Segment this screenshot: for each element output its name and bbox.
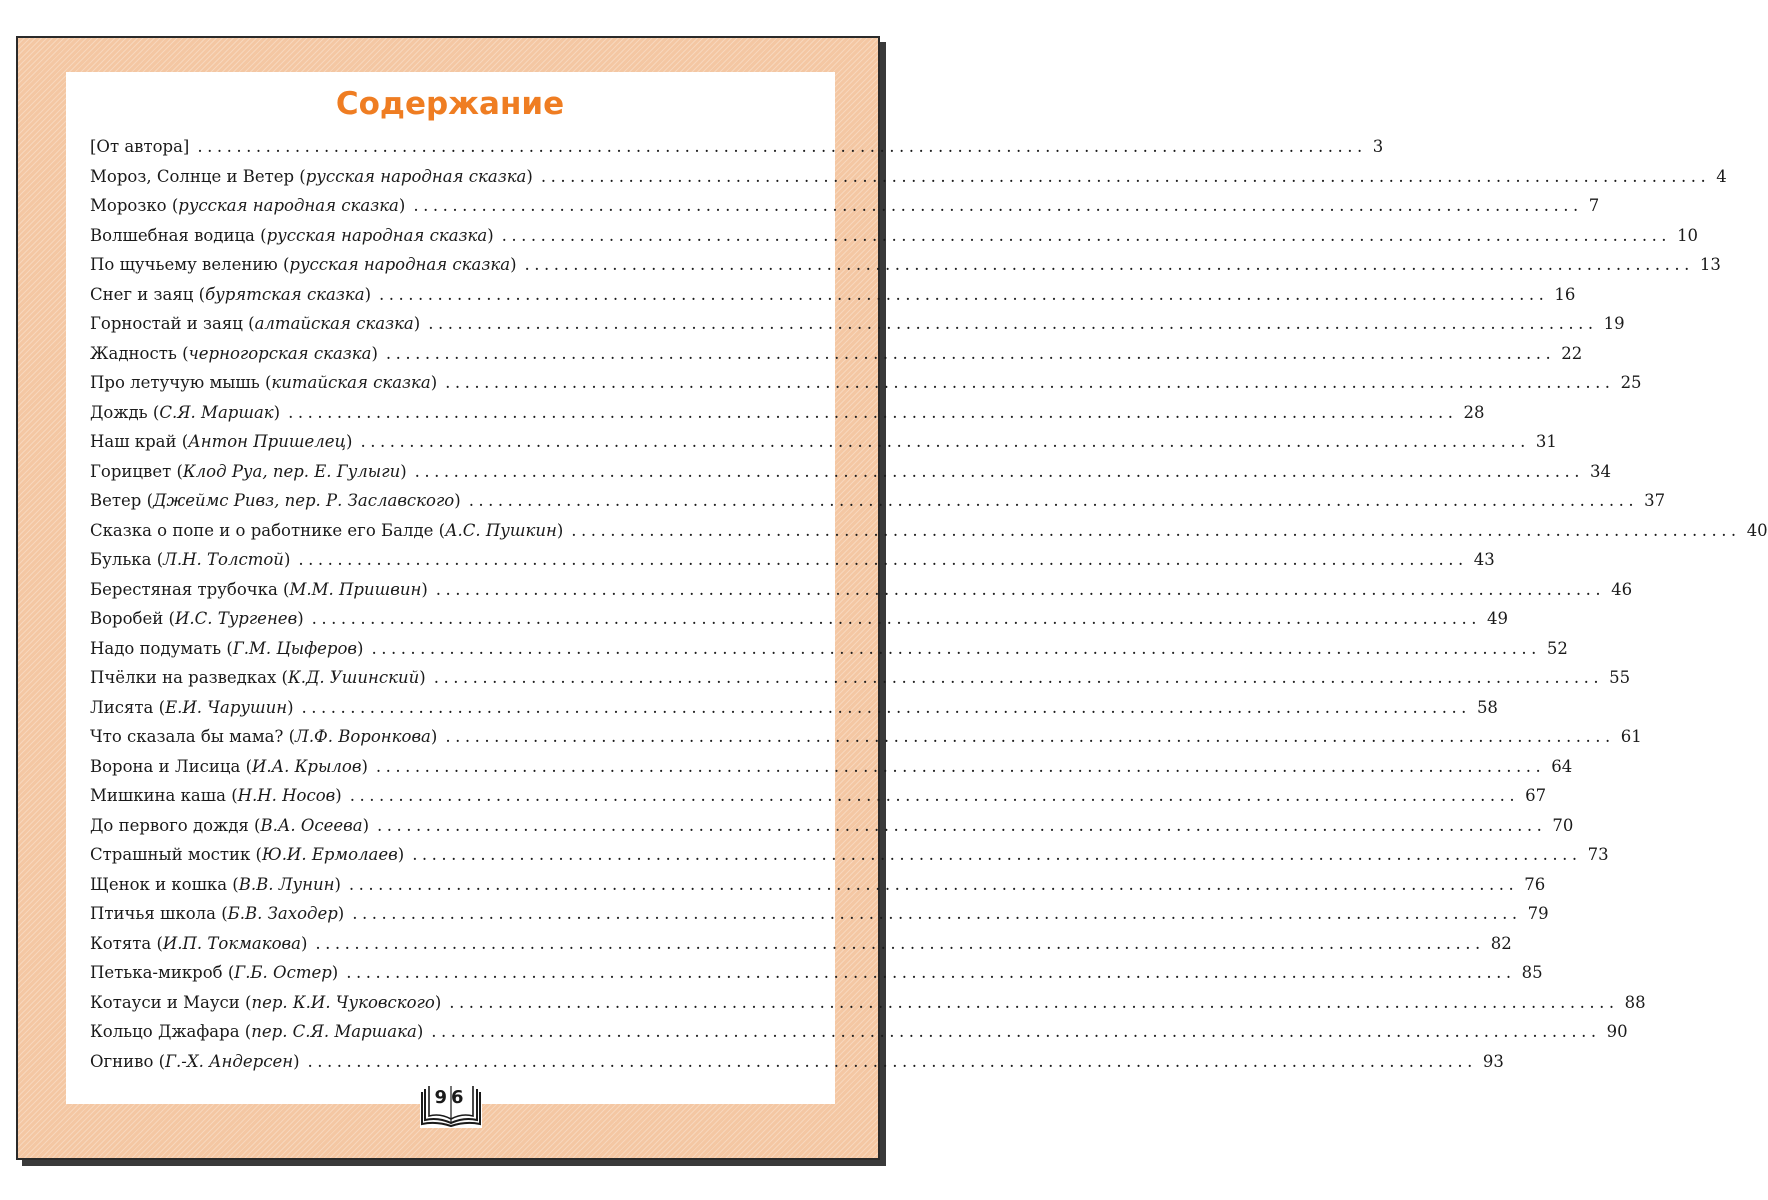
toc-entry xyxy=(90,1017,1628,1047)
toc-entry xyxy=(90,221,1699,251)
toc-entry xyxy=(90,840,1609,870)
toc-entry xyxy=(90,280,1576,310)
toc-leader-dots: ........................................................................................................................ xyxy=(571,520,1741,540)
toc-entry-title: Страшный мостик xyxy=(90,845,251,864)
toc-entry-title: Волшебная водица xyxy=(90,225,255,245)
toc-entry xyxy=(90,545,1495,575)
toc-entry-author: пер. С.Я. Маршака xyxy=(251,1022,417,1041)
toc-entry xyxy=(90,191,1600,221)
toc-entry-text: Берестяная трубочка (М.М. Пришвин) xyxy=(90,579,428,599)
toc-leader-dots: ........................................................................................................................ xyxy=(413,196,1583,215)
toc-page-number: 67 xyxy=(1525,786,1547,805)
toc-leader-dots: ........................................................................................................................ xyxy=(449,992,1619,1012)
toc-entry-author: Ю.И. Ермолаев xyxy=(262,845,398,864)
toc-page-number: 88 xyxy=(1624,992,1646,1012)
toc-entry xyxy=(90,398,1485,428)
toc-page-number: 28 xyxy=(1463,402,1485,422)
toc-entry-title: Булька xyxy=(90,550,152,569)
toc-entry-title: Мишкина каша xyxy=(90,786,226,805)
toc-leader-dots: ........................................................................................................................ xyxy=(385,343,1556,363)
toc-list xyxy=(90,132,1768,1076)
toc-page-number: 40 xyxy=(1746,520,1768,540)
toc-page-number: 25 xyxy=(1620,373,1642,392)
toc-entry xyxy=(90,516,1768,546)
page-number: 96 xyxy=(434,1087,468,1108)
toc-entry xyxy=(90,309,1625,339)
toc-leader-dots: ........................................................................................................................ xyxy=(315,933,1485,953)
toc-entry-text: Петька-микроб (Г.Б. Остер) xyxy=(90,963,339,982)
toc-entry-title: Горицвет xyxy=(90,461,172,481)
toc-entry-author: Е.И. Чарушин xyxy=(165,697,288,717)
toc-entry-title: Кольцо Джафара xyxy=(90,1022,240,1041)
toc-entry-text: Котята (И.П. Токмакова) xyxy=(90,933,308,953)
toc-entry-author: русская народная сказка xyxy=(266,225,488,245)
toc-leader-dots: ........................................................................................................................ xyxy=(445,727,1615,746)
toc-entry-title: Снег и заяц xyxy=(90,284,194,304)
toc-page-number: 73 xyxy=(1587,845,1609,864)
toc-entry-text: Про летучую мышь (китайская сказка) xyxy=(90,373,438,392)
toc-entry-title: До первого дождя xyxy=(90,815,249,835)
toc-entry-text: По щучьему велению (русская народная сказка) xyxy=(90,255,517,274)
toc-entry-text: Пчёлки на разведках (К.Д. Ушинский) xyxy=(90,668,426,687)
toc-page-number: 55 xyxy=(1609,668,1631,687)
toc-leader-dots: ........................................................................................................................ xyxy=(311,609,1482,628)
toc-entry-text: Ветер (Джеймс Ривз, пер. Р. Заславского) xyxy=(90,491,461,510)
toc-entry-title: Горностай и заяц xyxy=(90,314,243,333)
toc-page-number: 34 xyxy=(1590,461,1612,481)
toc-entry xyxy=(90,132,1384,162)
toc-page-number: 3 xyxy=(1372,137,1384,156)
toc-entry-text: Жадность (черногорская сказка) xyxy=(90,343,378,363)
toc-entry-author: Клод Руа, пер. Е. Гулыги xyxy=(182,461,401,481)
toc-page-number: 10 xyxy=(1677,225,1699,245)
toc-entry-author: К.Д. Ушинский xyxy=(287,668,420,687)
toc-entry xyxy=(90,1047,1504,1077)
toc-leader-dots: ........................................................................................................................ xyxy=(431,1022,1601,1041)
toc-page-number: 43 xyxy=(1473,550,1495,569)
toc-leader-dots: ........................................................................................................................ xyxy=(352,904,1522,923)
toc-page-number: 22 xyxy=(1561,343,1583,363)
toc-entry-author: Антон Пришелец xyxy=(188,432,347,451)
toc-leader-dots: ........................................................................................................................ xyxy=(412,845,1582,864)
toc-page-number: 82 xyxy=(1490,933,1512,953)
toc-entry xyxy=(90,781,1547,811)
toc-entry-text: Горицвет (Клод Руа, пер. Е. Гулыги) xyxy=(90,461,407,481)
toc-page-number: 64 xyxy=(1551,756,1573,776)
toc-entry-title: Дождь xyxy=(90,402,148,422)
toc-leader-dots: ........................................................................................................................ xyxy=(307,1051,1477,1071)
toc-entry-author: Б.В. Заходер xyxy=(227,904,338,923)
toc-entry-text: Снег и заяц (бурятская сказка) xyxy=(90,284,371,304)
toc-entry xyxy=(90,486,1666,516)
toc-entry xyxy=(90,663,1631,693)
toc-entry-title: Сказка о попе и о работнике его Балде xyxy=(90,520,434,540)
toc-leader-dots: ........................................................................................................................ xyxy=(301,697,1471,717)
toc-entry-title: Пчёлки на разведках xyxy=(90,668,277,687)
toc-page-number: 93 xyxy=(1482,1051,1504,1071)
toc-entry xyxy=(90,693,1498,723)
toc-page-number: 31 xyxy=(1535,432,1557,451)
toc-entry-author: В.В. Лунин xyxy=(238,874,335,894)
toc-entry-author: китайская сказка xyxy=(271,373,431,392)
toc-entry-text: До первого дождя (В.А. Осеева) xyxy=(90,815,370,835)
toc-entry xyxy=(90,575,1633,605)
toc-leader-dots: ........................................................................................................................ xyxy=(349,786,1520,805)
toc-entry xyxy=(90,899,1549,929)
toc-page-number: 58 xyxy=(1476,697,1498,717)
toc-entry-title: Про летучую мышь xyxy=(90,373,260,392)
toc-entry-author: бурятская сказка xyxy=(205,284,365,304)
toc-entry xyxy=(90,958,1543,988)
toc-entry-title: Котята xyxy=(90,933,152,953)
toc-entry xyxy=(90,339,1583,369)
toc-entry-text: Сказка о попе и о работнике его Балде (А.С. Пушкин) xyxy=(90,520,564,540)
toc-entry-title: Что сказала бы мама? xyxy=(90,727,284,746)
toc-entry xyxy=(90,427,1557,457)
toc-entry-text: Лисята (Е.И. Чарушин) xyxy=(90,697,294,717)
toc-entry xyxy=(90,250,1721,280)
page-title: Содержание xyxy=(335,86,565,122)
toc-entry-text xyxy=(90,132,189,162)
toc-entry-title: Наш край xyxy=(90,432,177,451)
toc-entry xyxy=(90,929,1512,959)
toc-entry-title: Котауси и Мауси xyxy=(90,992,240,1012)
toc-entry-title: Жадность xyxy=(90,343,177,363)
toc-entry-text: Булька (Л.Н. Толстой) xyxy=(90,550,291,569)
toc-entry-author: алтайская сказка xyxy=(254,314,414,333)
toc-entry-author: И.С. Тургенев xyxy=(174,609,298,628)
toc-entry-author: В.А. Осеева xyxy=(260,815,363,835)
toc-entry-author: А.С. Пушкин xyxy=(445,520,557,540)
toc-entry-author: И.П. Токмакова xyxy=(162,933,301,953)
toc-entry-author: пер. К.И. Чуковского xyxy=(251,992,435,1012)
toc-entry-author: Н.Н. Носов xyxy=(237,786,336,805)
toc-entry-text: Волшебная водица (русская народная сказка) xyxy=(90,225,494,245)
toc-entry-title: Мороз, Солнце и Ветер xyxy=(90,166,295,186)
toc-entry-author: русская народная сказка xyxy=(289,255,511,274)
toc-leader-dots: ........................................................................................................................ xyxy=(445,373,1615,392)
toc-entry-text: Щенок и кошка (В.В. Лунин) xyxy=(90,874,341,894)
toc-entry-title: Петька-микроб xyxy=(90,963,223,982)
toc-entry xyxy=(90,870,1546,900)
toc-entry-author: Г.Б. Остер xyxy=(234,963,332,982)
toc-leader-dots: ........................................................................................................................ xyxy=(414,461,1585,481)
toc-page-number: 85 xyxy=(1521,963,1543,982)
toc-entry-author: Г.М. Цыферов xyxy=(232,638,358,658)
toc-leader-dots: ........................................................................................................................ xyxy=(428,314,1598,333)
toc-entry-author: черногорская сказка xyxy=(188,343,372,363)
toc-entry xyxy=(90,457,1612,487)
toc-leader-dots: ........................................................................................................................ xyxy=(435,579,1606,599)
toc-entry xyxy=(90,752,1573,782)
toc-entry-text: Надо подумать (Г.М. Цыферов) xyxy=(90,638,364,658)
toc-page-number: 13 xyxy=(1699,255,1721,274)
toc-entry-text: Огниво (Г.-Х. Андерсен) xyxy=(90,1051,300,1071)
toc-entry-text: Страшный мостик (Ю.И. Ермолаев) xyxy=(90,845,405,864)
toc-leader-dots: ........................................................................................................................ xyxy=(540,166,1711,186)
toc-entry-author: С.Я. Маршак xyxy=(159,402,274,422)
toc-entry-title: Огниво xyxy=(90,1051,154,1071)
toc-entry-text: Мороз, Солнце и Ветер (русская народная сказка) xyxy=(90,166,533,186)
toc-leader-dots: ........................................................................................................................ xyxy=(379,284,1549,304)
toc-entry xyxy=(90,162,1727,192)
toc-entry-title: Птичья школа xyxy=(90,904,216,923)
toc-entry-text: Наш край (Антон Пришелец) xyxy=(90,432,353,451)
toc-entry xyxy=(90,604,1509,634)
toc-entry-author: Джеймс Ривз, пер. Р. Заславского xyxy=(153,491,455,510)
toc-entry-text: Котауси и Мауси (пер. К.И. Чуковского) xyxy=(90,992,442,1012)
toc-entry-title: Морозко xyxy=(90,196,167,215)
toc-entry-author: Л.Н. Толстой xyxy=(163,550,284,569)
toc-entry xyxy=(90,811,1574,841)
toc-page-number: 16 xyxy=(1554,284,1576,304)
toc-leader-dots: ........................................................................................................................ xyxy=(433,668,1604,687)
toc-entry-author: русская народная сказка xyxy=(305,166,527,186)
toc-leader-dots: ........................................................................................................................ xyxy=(197,137,1367,156)
page-number-badge xyxy=(420,1080,482,1128)
toc-page-number: 46 xyxy=(1611,579,1633,599)
toc-entry-text: Мишкина каша (Н.Н. Носов) xyxy=(90,786,342,805)
toc-entry-author: Г.-Х. Андерсен xyxy=(165,1051,294,1071)
toc-page-number: 79 xyxy=(1527,904,1549,923)
toc-entry-text: Ворона и Лисица (И.А. Крылов) xyxy=(90,756,368,776)
toc-entry-title: Щенок и кошка xyxy=(90,874,228,894)
toc-entry-text: Дождь (С.Я. Маршак) xyxy=(90,402,281,422)
toc-page-number: 90 xyxy=(1606,1022,1628,1041)
toc-entry xyxy=(90,722,1642,752)
toc-leader-dots: ........................................................................................................................ xyxy=(371,638,1541,658)
toc-leader-dots: ........................................................................................................................ xyxy=(524,255,1694,274)
toc-entry-title: Берестяная трубочка xyxy=(90,579,278,599)
toc-leader-dots: ........................................................................................................................ xyxy=(346,963,1516,982)
toc-entry-text: Кольцо Джафара (пер. С.Я. Маршака) xyxy=(90,1022,424,1041)
toc-leader-dots: ........................................................................................................................ xyxy=(288,402,1458,422)
toc-entry xyxy=(90,988,1646,1018)
toc-entry-author: И.А. Крылов xyxy=(252,756,362,776)
toc-entry xyxy=(90,368,1642,398)
toc-leader-dots: ........................................................................................................................ xyxy=(375,756,1546,776)
toc-leader-dots: ........................................................................................................................ xyxy=(298,550,1468,569)
toc-page-number: 7 xyxy=(1588,196,1600,215)
toc-entry-text: Горностай и заяц (алтайская сказка) xyxy=(90,314,421,333)
toc-leader-dots: ........................................................................................................................ xyxy=(468,491,1639,510)
toc-entry-author: М.М. Пришвин xyxy=(289,579,422,599)
toc-entry-text: Морозко (русская народная сказка) xyxy=(90,196,406,215)
toc-page-number: 52 xyxy=(1546,638,1568,658)
toc-entry-text: Воробей (И.С. Тургенев) xyxy=(90,609,304,628)
toc-page-number: 19 xyxy=(1603,314,1625,333)
toc-page-number: 70 xyxy=(1552,815,1574,835)
toc-entry-title: По щучьему велению xyxy=(90,255,278,274)
toc-entry-text: Птичья школа (Б.В. Заходер) xyxy=(90,904,345,923)
toc-entry-title: Ветер xyxy=(90,491,142,510)
toc-page-number: 4 xyxy=(1716,166,1727,186)
toc-page-number: 76 xyxy=(1524,874,1546,894)
toc-entry-title: Лисята xyxy=(90,697,154,717)
toc-entry-title: Воробей xyxy=(90,609,164,628)
toc-entry-title: Надо подумать xyxy=(90,638,222,658)
toc-leader-dots: ........................................................................................................................ xyxy=(377,815,1547,835)
toc-entry-author: Л.Ф. Воронкова xyxy=(295,727,431,746)
toc-entry xyxy=(90,634,1568,664)
toc-entry-title: Ворона и Лисица xyxy=(90,756,241,776)
toc-entry-author: русская народная сказка xyxy=(178,196,399,215)
toc-leader-dots: ........................................................................................................................ xyxy=(501,225,1672,245)
toc-entry-title: [От автора] xyxy=(90,137,190,156)
toc-leader-dots: ........................................................................................................................ xyxy=(348,874,1519,894)
toc-page-number: 61 xyxy=(1620,727,1642,746)
toc-page-number: 37 xyxy=(1644,491,1666,510)
toc-entry-text: Что сказала бы мама? (Л.Ф. Воронкова) xyxy=(90,727,438,746)
toc-leader-dots: ........................................................................................................................ xyxy=(360,432,1530,451)
toc-page-number: 49 xyxy=(1487,609,1509,628)
